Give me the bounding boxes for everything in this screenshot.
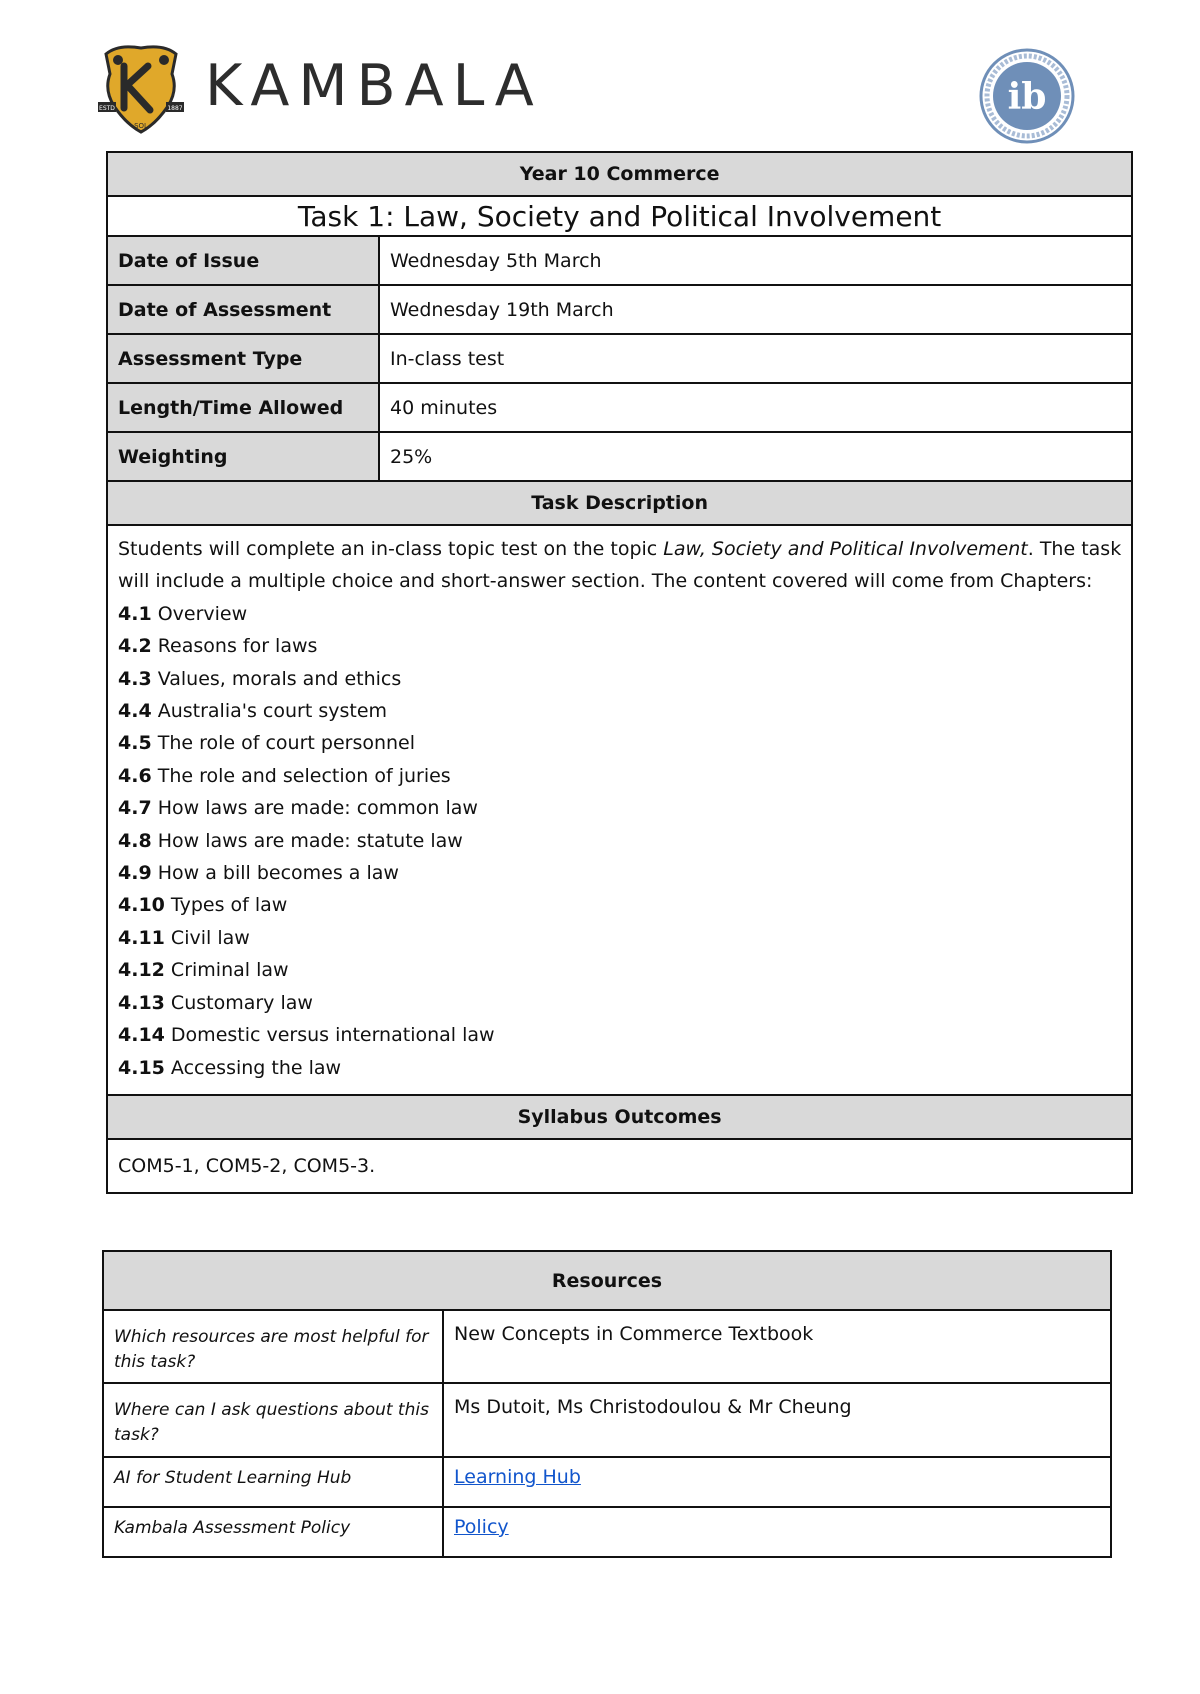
ib-logo-text: ib [1007,76,1047,118]
resources-heading: Resources [103,1251,1111,1310]
resources-helpful-label: Which resources are most helpful for this task? [103,1310,443,1383]
chapter-number: 4.11 [118,926,165,949]
questions-contact-value: Ms Dutoit, Ms Christodoulou & Mr Cheung [443,1383,1111,1457]
chapter-number: 4.12 [118,959,165,982]
assessment-table [106,151,1133,1194]
task-description-heading: Task Description [107,481,1132,525]
ib-world-school-logo [977,46,1077,146]
syllabus-outcomes-heading: Syllabus Outcomes [107,1095,1132,1139]
chapter-number: 4.1 [118,602,152,625]
assessment-policy-cell [443,1507,1111,1557]
chapter-title: How a bill becomes a law [151,862,399,885]
description-topic: Law, Society and Political Involvement [663,538,1028,560]
chapter-number: 4.6 [118,764,152,787]
resources-table [102,1250,1112,1558]
chapter-number: 4.9 [118,862,152,885]
chapter-number: 4.2 [118,635,152,658]
chapter-title: Australia's court system [151,700,388,723]
assessment-policy-link[interactable]: Policy [454,1516,509,1538]
chapter-number: 4.14 [118,1024,165,1047]
chapter-title: Accessing the law [164,1056,342,1079]
chapter-item [118,987,1121,1019]
learning-hub-link[interactable]: Learning Hub [454,1466,581,1488]
learning-hub-label: AI for Student Learning Hub [103,1457,443,1507]
chapter-item [118,630,1121,662]
chapter-item [118,954,1121,986]
chapter-title: Overview [151,602,248,625]
chapter-item [118,695,1121,727]
chapter-title: Customary law [164,991,313,1014]
chapter-item [118,1019,1121,1051]
chapter-number: 4.5 [118,732,152,755]
chapter-item [118,598,1121,630]
chapter-title: The role and selection of juries [151,764,451,787]
chapter-number: 4.8 [118,829,152,852]
chapter-number: 4.15 [118,1056,165,1079]
length-time-value: 40 minutes [379,383,1132,432]
description-intro-end: . The task [1027,538,1122,560]
assessment-policy-label: Kambala Assessment Policy [103,1507,443,1557]
chapter-title: How laws are made: common law [151,797,478,820]
chapter-item [118,922,1121,954]
date-of-issue-value: Wednesday 5th March [379,236,1132,285]
assessment-type-value: In-class test [379,334,1132,383]
chapter-title: Types of law [164,894,288,917]
weighting-value: 25% [379,432,1132,481]
chapter-title: Domestic versus international law [164,1024,495,1047]
chapter-item [118,792,1121,824]
chapter-item [118,663,1121,695]
chapter-item [118,889,1121,921]
chapter-list [118,598,1121,1084]
crest-text-left: ESTD [99,105,115,112]
date-of-issue-label: Date of Issue [107,236,379,285]
assessment-type-label: Assessment Type [107,334,379,383]
chapter-title: Reasons for laws [151,635,318,658]
description-intro-line-2: will include a multiple choice and short-answer section. The content covered will come from Chapters: [118,570,1093,593]
chapter-number: 4.7 [118,797,152,820]
chapter-title: Values, morals and ethics [151,667,402,690]
questions-contact-label: Where can I ask questions about this task? [103,1383,443,1457]
chapter-number: 4.3 [118,667,152,690]
weighting-label: Weighting [107,432,379,481]
syllabus-outcomes-value: COM5-1, COM5-2, COM5-3. [107,1139,1132,1193]
chapter-number: 4.13 [118,991,165,1014]
course-heading: Year 10 Commerce [107,152,1132,196]
kambala-crest-logo [98,44,184,136]
date-of-assessment-label: Date of Assessment [107,285,379,334]
learning-hub-cell [443,1457,1111,1507]
chapter-item [118,760,1121,792]
chapter-item [118,857,1121,889]
task-description [107,525,1132,1095]
chapter-title: How laws are made: statute law [151,829,463,852]
resources-helpful-value: New Concepts in Commerce Textbook [443,1310,1111,1383]
chapter-item [118,727,1121,759]
chapter-number: 4.10 [118,894,165,917]
task-title: Task 1: Law, Society and Political Involvement [107,196,1132,236]
description-intro-line-1 [118,533,1121,565]
brand-name: KAMBALA [205,53,543,119]
chapter-title: Criminal law [164,959,289,982]
chapter-title: The role of court personnel [151,732,416,755]
chapter-number: 4.4 [118,700,152,723]
description-intro-text: Students will complete an in-class topic test on the topic [118,538,664,560]
chapter-item [118,1052,1121,1084]
date-of-assessment-value: Wednesday 19th March [379,285,1132,334]
chapter-item [118,825,1121,857]
chapter-title: Civil law [164,926,250,949]
crest-text-right: 1887 [167,105,183,112]
crest-motto: SOL [134,122,148,130]
length-time-label: Length/Time Allowed [107,383,379,432]
